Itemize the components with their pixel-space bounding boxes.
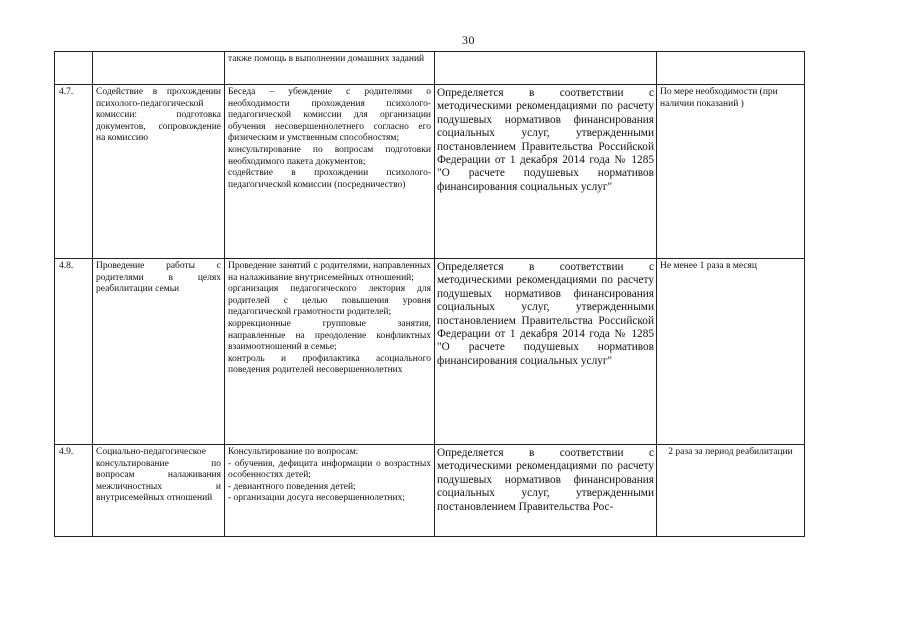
content-line: организация педагогического лектория для родителей с целью повышения уровня педагогической грамотности родителей; [228, 284, 431, 318]
service-name: Содействие в прохождении психолого-педагогической комиссии: подготовка документов, сопровождение на комиссию [93, 85, 225, 259]
table-cell-rate [435, 52, 657, 85]
content-line: Беседа – убеждение с родителями о необходимости прохождения психолого-педагогической комиссии для организации обучения несовершеннолетнего согласно его физическим и умственным способностям; [228, 87, 431, 144]
financing-rate: Определяется в соответствии с методическими рекомендациями по расчету подушевых нормативов финансирования социальных услуг, утвержденными постановлением Правительства Российской Федерации от 1 декабря 2014 года № 1285 "О расчете подушевых нормативов финансирования социальных услуг" [435, 259, 657, 445]
table-cell-num [55, 52, 93, 85]
service-name: Социально-педагогическое консультирование по вопросам налаживания межличностных и внутрисемейных отношений [93, 445, 225, 537]
content-line: - девиантного поведения детей; [228, 481, 356, 492]
table-row [55, 85, 805, 259]
table-cell-service [93, 52, 225, 85]
content-line: консультирование по вопросам подготовки необходимого пакета документов; [228, 144, 431, 167]
content-line: Проведение занятий с родителями, направленных на налаживание внутрисемейных отношений; [228, 261, 431, 283]
content-line: - обучения, дефицита информации о возрастных особенностях детей; [228, 458, 431, 481]
content-line: коррекционные групповые занятия, направленные на преодоление конфликтных взаимоотношений в семье; [228, 318, 431, 353]
service-frequency: Не менее 1 раза в месяц [657, 259, 805, 445]
content-text: также помощь в выполнении домашних заданий [228, 54, 425, 64]
table-row [55, 445, 805, 537]
content-line: Консультирование по вопросам: [228, 447, 359, 457]
financing-rate: Определяется в соответствии с методическими рекомендациями по расчету подушевых нормативов финансирования социальных услуг, утвержденными постановлением Правительства Рос- [435, 445, 657, 537]
row-number: 4.9. [55, 445, 93, 537]
row-number: 4.8. [55, 259, 93, 445]
service-content [225, 259, 435, 445]
table-row-continuation [55, 52, 805, 85]
row-number: 4.7. [55, 85, 93, 259]
table-row [55, 259, 805, 445]
service-frequency: 2 раза за период реабилитации [657, 445, 805, 537]
service-frequency: По мере необходимости (при наличии показаний ) [657, 85, 805, 259]
financing-rate: Определяется в соответствии с методическими рекомендациями по расчету подушевых нормативов финансирования социальных услуг, утвержденными постановлением Правительства Российской Федерации от 1 декабря 2014 года № 1285 "О расчете подушевых нормативов финансирования социальных услуг" [435, 85, 657, 259]
table-cell-content [225, 52, 435, 85]
service-name: Проведение работы с родителями в целях реабилитации семьи [93, 259, 225, 445]
service-content [225, 445, 435, 537]
content-line: содействие в прохождении психолого-педагогической комиссии (посредничество) [228, 168, 431, 190]
services-table [54, 51, 805, 537]
content-line: - организации досуга несовершеннолетних; [228, 493, 405, 504]
service-content [225, 85, 435, 259]
page-number: 30 [462, 33, 475, 47]
content-line: контроль и профилактика асоциального поведения родителей несовершеннолетних [228, 353, 431, 376]
table-cell-frequency [657, 52, 805, 85]
